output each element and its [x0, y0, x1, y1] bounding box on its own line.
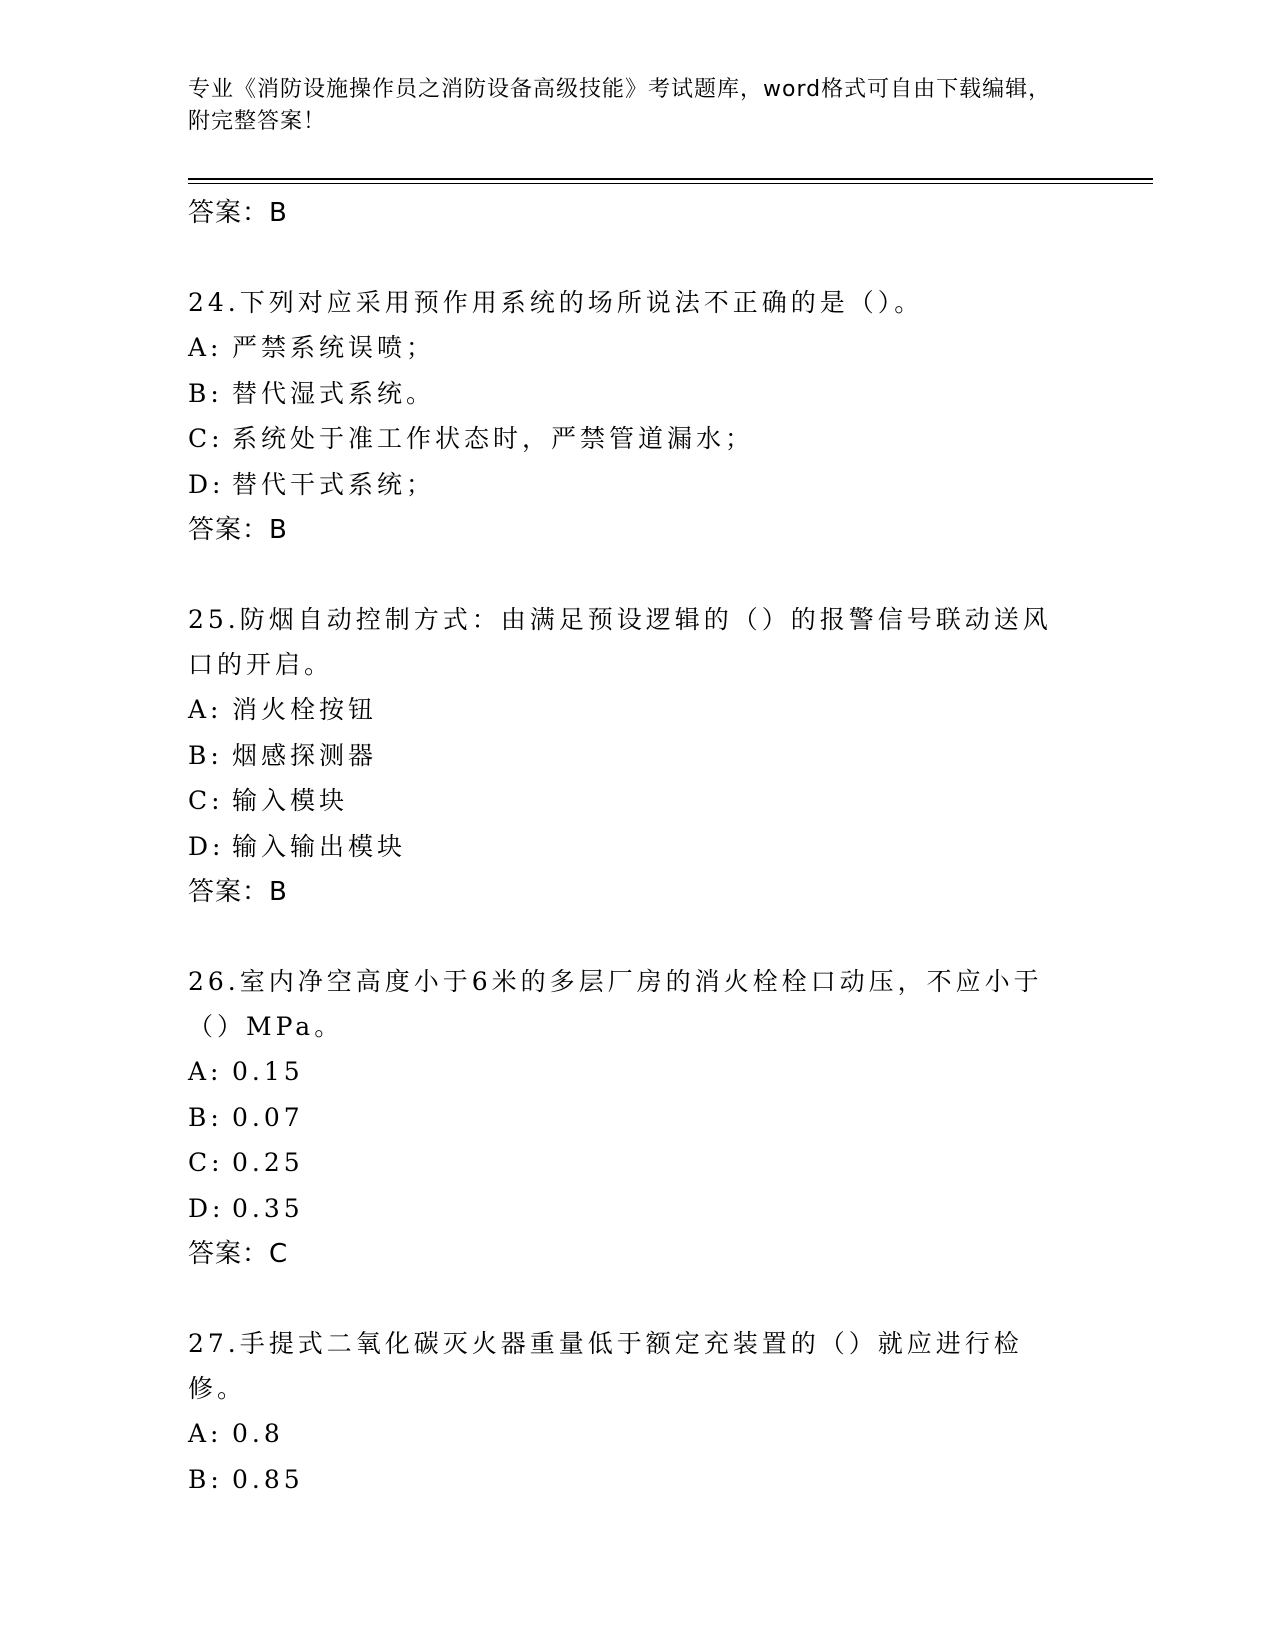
- option-key: A:: [188, 1419, 223, 1448]
- option-text: 输入模块: [232, 786, 349, 815]
- option-text: 0.35: [232, 1193, 304, 1223]
- question-text: 27.手提式二氧化碳灭火器重量低于额定充装置的（）就应进行检修。: [188, 1329, 1023, 1403]
- option-line: [188, 1457, 1153, 1503]
- option-text: 0.8: [232, 1419, 284, 1448]
- question-block: [188, 959, 1153, 1277]
- question-block: [188, 597, 1153, 915]
- option-key: D:: [188, 469, 225, 499]
- question-text: 24.下列对应采用预作用系统的场所说法不正确的是（）。: [188, 288, 924, 317]
- option-line: [188, 1140, 1153, 1186]
- option-key: A:: [188, 695, 223, 724]
- option-text: 输入输出模块: [232, 831, 407, 861]
- option-text: 0.25: [232, 1148, 304, 1177]
- option-key: B:: [188, 1464, 223, 1494]
- header-rule-thick: [188, 178, 1153, 180]
- option-key: C:: [188, 1148, 224, 1177]
- option-line: [188, 325, 1153, 371]
- option-line: [188, 1411, 1153, 1457]
- option-key: B:: [188, 1102, 223, 1132]
- option-line: [188, 1095, 1153, 1141]
- option-line: [188, 371, 1153, 417]
- answer-line: 答案：C: [188, 1239, 289, 1269]
- option-line: [188, 733, 1153, 779]
- option-text: 烟感探测器: [232, 740, 378, 770]
- option-line: [188, 1186, 1153, 1232]
- option-text: 0.85: [232, 1464, 304, 1494]
- question-text: 26.室内净空高度小于6米的多层厂房的消火栓栓口动压，不应小于（）MPa。: [188, 967, 1043, 1041]
- option-line: [188, 1049, 1153, 1095]
- option-line: [188, 687, 1153, 733]
- option-key: C:: [188, 424, 224, 453]
- option-key: B:: [188, 740, 223, 770]
- option-text: 替代湿式系统。: [232, 378, 436, 408]
- answer-line: 答案：B: [188, 198, 288, 228]
- option-key: A:: [188, 1057, 223, 1086]
- answer-line: 答案：B: [188, 877, 288, 907]
- option-text: 0.15: [232, 1057, 304, 1086]
- question-block: [188, 280, 1153, 553]
- header-rule-thin: [188, 183, 1153, 184]
- option-key: D:: [188, 831, 225, 861]
- option-key: D:: [188, 1193, 225, 1223]
- question-text: 25.防烟自动控制方式：由满足预设逻辑的（）的报警信号联动送风口的开启。: [188, 605, 1052, 679]
- option-line: [188, 824, 1153, 870]
- document-header: 专业《消防设施操作员之消防设备高级技能》考试题库，word格式可自由下载编辑，附完整答案！: [188, 77, 1052, 134]
- option-key: A:: [188, 333, 223, 362]
- option-line: [188, 778, 1153, 824]
- document-body: [188, 190, 1153, 1502]
- option-text: 消火栓按钮: [232, 695, 378, 724]
- option-line: [188, 416, 1153, 462]
- option-text: 严禁系统误喷；: [232, 333, 436, 362]
- option-key: C:: [188, 786, 224, 815]
- option-text: 系统处于准工作状态时，严禁管道漏水；: [232, 424, 755, 453]
- option-line: [188, 462, 1153, 508]
- option-text: 替代干式系统；: [232, 469, 436, 499]
- question-block: [188, 1321, 1153, 1502]
- option-text: 0.07: [232, 1102, 304, 1132]
- option-key: B:: [188, 378, 223, 408]
- answer-line: 答案：B: [188, 515, 288, 545]
